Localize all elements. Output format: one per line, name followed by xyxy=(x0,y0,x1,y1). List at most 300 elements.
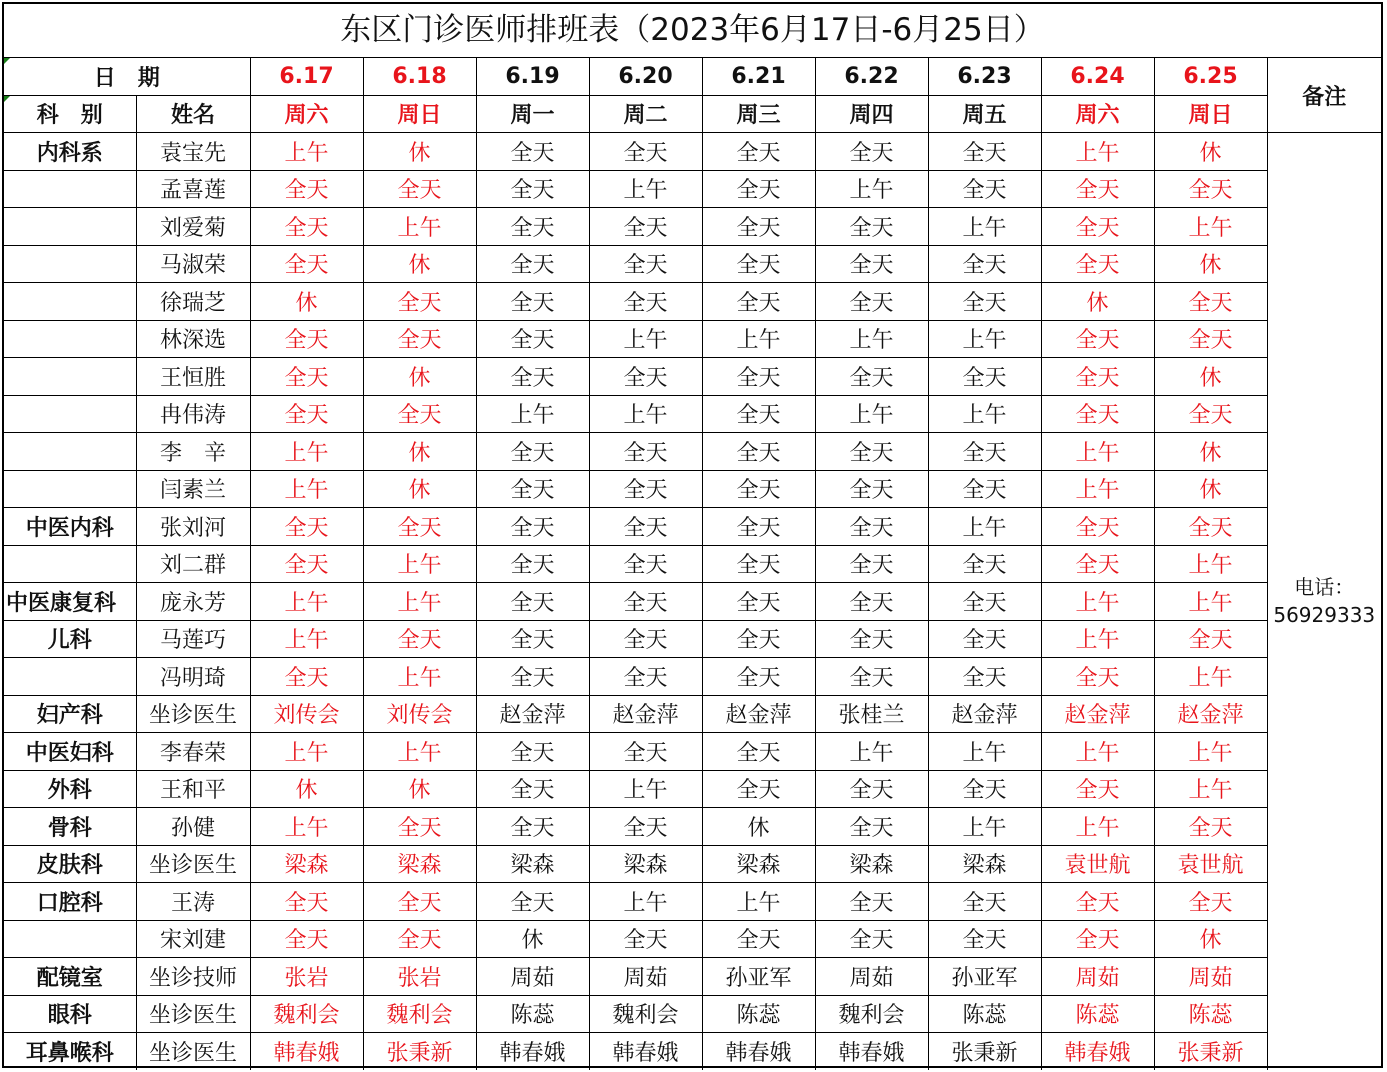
doctor-name: 庞永芳 xyxy=(136,583,250,621)
shift-cell: 全天 xyxy=(1154,883,1267,921)
doctor-name: 刘爱菊 xyxy=(136,208,250,246)
weekday-header: 周六 xyxy=(250,95,363,133)
shift-cell: 上午 xyxy=(928,808,1041,846)
shift-cell: 全天 xyxy=(928,245,1041,283)
shift-cell: 全天 xyxy=(363,170,476,208)
date-header: 6.21 xyxy=(702,58,815,95)
schedule-table xyxy=(4,58,1381,1070)
shift-cell: 上午 xyxy=(250,583,363,621)
doctor-name: 宋刘建 xyxy=(136,920,250,958)
shift-cell: 全天 xyxy=(476,320,589,358)
doctor-name: 马莲巧 xyxy=(136,620,250,658)
table-row xyxy=(4,133,1381,171)
shift-cell: 全天 xyxy=(589,245,702,283)
dept-cell: 内科系 xyxy=(4,133,136,171)
shift-cell: 全天 xyxy=(476,620,589,658)
shift-cell: 上午 xyxy=(928,320,1041,358)
date-header: 6.19 xyxy=(476,58,589,95)
shift-cell: 上午 xyxy=(1041,733,1154,771)
table-row xyxy=(4,770,1381,808)
shift-cell: 魏利会 xyxy=(589,995,702,1033)
shift-cell: 赵金萍 xyxy=(928,695,1041,733)
shift-cell: 上午 xyxy=(1154,545,1267,583)
dept-cell: 配镜室 xyxy=(4,958,136,996)
dept-cell xyxy=(4,433,136,471)
shift-cell: 全天 xyxy=(928,883,1041,921)
dept-cell: 中医妇科 xyxy=(4,733,136,771)
shift-cell: 全天 xyxy=(1041,545,1154,583)
doctor-name: 坐诊医生 xyxy=(136,845,250,883)
shift-cell: 全天 xyxy=(476,733,589,771)
shift-cell: 韩春娥 xyxy=(702,1033,815,1070)
dept-cell xyxy=(4,208,136,246)
shift-cell: 全天 xyxy=(815,545,928,583)
shift-cell: 全天 xyxy=(476,583,589,621)
dept-cell: 儿科 xyxy=(4,620,136,658)
shift-cell: 全天 xyxy=(250,920,363,958)
dept-cell: 耳鼻喉科 xyxy=(4,1033,136,1070)
shift-cell: 上午 xyxy=(363,208,476,246)
dept-label: 科 别 xyxy=(4,95,136,133)
shift-cell: 全天 xyxy=(702,470,815,508)
shift-cell: 全天 xyxy=(589,208,702,246)
table-row xyxy=(4,1033,1381,1070)
shift-cell: 全天 xyxy=(815,620,928,658)
shift-cell: 全天 xyxy=(815,433,928,471)
doctor-name: 王涛 xyxy=(136,883,250,921)
shift-cell: 全天 xyxy=(363,808,476,846)
shift-cell: 全天 xyxy=(363,320,476,358)
shift-cell: 全天 xyxy=(363,395,476,433)
shift-cell: 上午 xyxy=(1154,583,1267,621)
table-row xyxy=(4,395,1381,433)
shift-cell: 休 xyxy=(1154,245,1267,283)
doctor-name: 刘二群 xyxy=(136,545,250,583)
shift-cell: 周茹 xyxy=(815,958,928,996)
shift-cell: 全天 xyxy=(815,658,928,696)
shift-cell: 休 xyxy=(363,358,476,396)
doctor-name: 李春荣 xyxy=(136,733,250,771)
shift-cell: 全天 xyxy=(702,920,815,958)
shift-cell: 陈蕊 xyxy=(702,995,815,1033)
shift-cell: 上午 xyxy=(1154,658,1267,696)
date-header: 6.20 xyxy=(589,58,702,95)
shift-cell: 全天 xyxy=(589,133,702,171)
shift-cell: 梁森 xyxy=(702,845,815,883)
weekday-header: 周日 xyxy=(363,95,476,133)
shift-cell: 全天 xyxy=(476,245,589,283)
shift-cell: 全天 xyxy=(1154,808,1267,846)
shift-cell: 全天 xyxy=(589,658,702,696)
shift-cell: 赵金萍 xyxy=(1154,695,1267,733)
shift-cell: 全天 xyxy=(702,433,815,471)
shift-cell: 全天 xyxy=(1041,658,1154,696)
table-row xyxy=(4,470,1381,508)
dept-cell: 外科 xyxy=(4,770,136,808)
shift-cell: 全天 xyxy=(476,133,589,171)
name-label: 姓名 xyxy=(136,95,250,133)
shift-cell: 全天 xyxy=(1041,508,1154,546)
shift-cell: 全天 xyxy=(815,508,928,546)
shift-cell: 全天 xyxy=(1154,170,1267,208)
shift-cell: 全天 xyxy=(589,358,702,396)
doctor-name: 孟喜莲 xyxy=(136,170,250,208)
doctor-name: 孙健 xyxy=(136,808,250,846)
shift-cell: 上午 xyxy=(1041,808,1154,846)
shift-cell: 上午 xyxy=(250,470,363,508)
shift-cell: 全天 xyxy=(476,358,589,396)
doctor-name: 袁宝先 xyxy=(136,133,250,171)
shift-cell: 全天 xyxy=(1041,245,1154,283)
shift-cell: 上午 xyxy=(250,620,363,658)
shift-cell: 全天 xyxy=(250,508,363,546)
shift-cell: 全天 xyxy=(1154,320,1267,358)
dept-cell xyxy=(4,320,136,358)
shift-cell: 全天 xyxy=(702,358,815,396)
shift-cell: 孙亚军 xyxy=(702,958,815,996)
shift-cell: 上午 xyxy=(250,733,363,771)
doctor-name: 坐诊医生 xyxy=(136,1033,250,1070)
shift-cell: 韩春娥 xyxy=(476,1033,589,1070)
shift-cell: 休 xyxy=(250,770,363,808)
shift-cell: 全天 xyxy=(363,883,476,921)
shift-cell: 上午 xyxy=(1041,470,1154,508)
shift-cell: 韩春娥 xyxy=(815,1033,928,1070)
header-row-dates xyxy=(4,58,1381,95)
shift-cell: 全天 xyxy=(702,133,815,171)
dept-cell xyxy=(4,170,136,208)
shift-cell: 全天 xyxy=(815,208,928,246)
shift-cell: 上午 xyxy=(363,545,476,583)
shift-cell: 全天 xyxy=(928,583,1041,621)
shift-cell: 全天 xyxy=(1154,620,1267,658)
shift-cell: 梁森 xyxy=(928,845,1041,883)
dept-cell: 中医内科 xyxy=(4,508,136,546)
shift-cell: 上午 xyxy=(1154,208,1267,246)
shift-cell: 全天 xyxy=(928,658,1041,696)
shift-cell: 韩春娥 xyxy=(1041,1033,1154,1070)
doctor-name: 王恒胜 xyxy=(136,358,250,396)
shift-cell: 上午 xyxy=(363,658,476,696)
shift-cell: 休 xyxy=(363,770,476,808)
table-row xyxy=(4,358,1381,396)
shift-cell: 全天 xyxy=(815,883,928,921)
shift-cell: 全天 xyxy=(1041,358,1154,396)
dept-cell xyxy=(4,358,136,396)
shift-cell: 上午 xyxy=(702,320,815,358)
date-label: 日 期 xyxy=(4,58,250,95)
shift-cell: 全天 xyxy=(702,170,815,208)
doctor-name: 张刘河 xyxy=(136,508,250,546)
shift-cell: 全天 xyxy=(1041,883,1154,921)
shift-cell: 全天 xyxy=(702,545,815,583)
shift-cell: 全天 xyxy=(1041,320,1154,358)
dept-cell: 眼科 xyxy=(4,995,136,1033)
doctor-name: 徐瑞芝 xyxy=(136,283,250,321)
shift-cell: 上午 xyxy=(1041,133,1154,171)
date-header: 6.22 xyxy=(815,58,928,95)
dept-cell: 骨科 xyxy=(4,808,136,846)
shift-cell: 全天 xyxy=(702,620,815,658)
shift-cell: 全天 xyxy=(476,508,589,546)
shift-cell: 全天 xyxy=(815,583,928,621)
shift-cell: 全天 xyxy=(1154,395,1267,433)
shift-cell: 全天 xyxy=(1154,283,1267,321)
shift-cell: 休 xyxy=(1154,433,1267,471)
shift-cell: 全天 xyxy=(702,658,815,696)
shift-cell: 赵金萍 xyxy=(476,695,589,733)
shift-cell: 刘传会 xyxy=(250,695,363,733)
weekday-header: 周六 xyxy=(1041,95,1154,133)
shift-cell: 周茹 xyxy=(1041,958,1154,996)
shift-cell: 上午 xyxy=(928,208,1041,246)
shift-cell: 上午 xyxy=(702,883,815,921)
shift-cell: 魏利会 xyxy=(363,995,476,1033)
shift-cell: 上午 xyxy=(589,770,702,808)
shift-cell: 全天 xyxy=(1154,508,1267,546)
shift-cell: 上午 xyxy=(1041,583,1154,621)
dept-cell xyxy=(4,283,136,321)
date-header: 6.24 xyxy=(1041,58,1154,95)
shift-cell: 袁世航 xyxy=(1041,845,1154,883)
weekday-header: 周一 xyxy=(476,95,589,133)
shift-cell: 全天 xyxy=(363,283,476,321)
shift-cell: 全天 xyxy=(815,245,928,283)
shift-cell: 全天 xyxy=(250,245,363,283)
doctor-name: 闫素兰 xyxy=(136,470,250,508)
doctor-name: 林深选 xyxy=(136,320,250,358)
shift-cell: 周茹 xyxy=(589,958,702,996)
shift-cell: 休 xyxy=(702,808,815,846)
doctor-name: 坐诊技师 xyxy=(136,958,250,996)
note-label: 备注 xyxy=(1267,58,1381,133)
dept-cell: 妇产科 xyxy=(4,695,136,733)
shift-cell: 全天 xyxy=(928,170,1041,208)
shift-cell: 全天 xyxy=(702,770,815,808)
shift-cell: 上午 xyxy=(1041,620,1154,658)
shift-cell: 陈蕊 xyxy=(928,995,1041,1033)
shift-cell: 全天 xyxy=(815,470,928,508)
shift-cell: 休 xyxy=(363,133,476,171)
weekday-header: 周五 xyxy=(928,95,1041,133)
dept-cell xyxy=(4,395,136,433)
shift-cell: 休 xyxy=(1154,920,1267,958)
shift-cell: 魏利会 xyxy=(815,995,928,1033)
dept-cell: 皮肤科 xyxy=(4,845,136,883)
table-row xyxy=(4,545,1381,583)
shift-cell: 休 xyxy=(1154,358,1267,396)
shift-cell: 全天 xyxy=(702,245,815,283)
table-row xyxy=(4,695,1381,733)
shift-cell: 全天 xyxy=(250,545,363,583)
shift-cell: 上午 xyxy=(1154,770,1267,808)
shift-cell: 全天 xyxy=(476,545,589,583)
dept-cell xyxy=(4,245,136,283)
shift-cell: 魏利会 xyxy=(250,995,363,1033)
shift-cell: 全天 xyxy=(589,733,702,771)
table-row xyxy=(4,620,1381,658)
shift-cell: 张秉新 xyxy=(1154,1033,1267,1070)
shift-cell: 上午 xyxy=(815,170,928,208)
shift-cell: 周茹 xyxy=(1154,958,1267,996)
shift-cell: 上午 xyxy=(250,133,363,171)
shift-cell: 全天 xyxy=(1041,170,1154,208)
table-row xyxy=(4,958,1381,996)
shift-cell: 全天 xyxy=(928,770,1041,808)
date-header: 6.18 xyxy=(363,58,476,95)
note-phone: 电话：56929333 xyxy=(1267,133,1381,1070)
shift-cell: 全天 xyxy=(250,170,363,208)
weekday-header: 周三 xyxy=(702,95,815,133)
shift-cell: 全天 xyxy=(815,920,928,958)
shift-cell: 上午 xyxy=(1041,433,1154,471)
shift-cell: 全天 xyxy=(928,358,1041,396)
table-row xyxy=(4,845,1381,883)
shift-cell: 全天 xyxy=(476,808,589,846)
shift-cell: 全天 xyxy=(702,583,815,621)
shift-cell: 张秉新 xyxy=(363,1033,476,1070)
table-row xyxy=(4,283,1381,321)
shift-cell: 全天 xyxy=(928,470,1041,508)
shift-cell: 全天 xyxy=(815,358,928,396)
doctor-name: 坐诊医生 xyxy=(136,695,250,733)
shift-cell: 全天 xyxy=(928,133,1041,171)
doctor-name: 马淑荣 xyxy=(136,245,250,283)
shift-cell: 全天 xyxy=(476,770,589,808)
shift-cell: 全天 xyxy=(928,283,1041,321)
shift-cell: 休 xyxy=(1041,283,1154,321)
shift-cell: 全天 xyxy=(589,808,702,846)
table-row xyxy=(4,208,1381,246)
shift-cell: 上午 xyxy=(363,733,476,771)
table-row xyxy=(4,433,1381,471)
shift-cell: 全天 xyxy=(702,208,815,246)
shift-cell: 全天 xyxy=(928,545,1041,583)
shift-cell: 上午 xyxy=(250,808,363,846)
shift-cell: 全天 xyxy=(476,170,589,208)
shift-cell: 全天 xyxy=(250,883,363,921)
shift-cell: 全天 xyxy=(363,508,476,546)
shift-cell: 梁森 xyxy=(815,845,928,883)
table-row xyxy=(4,995,1381,1033)
table-row xyxy=(4,583,1381,621)
shift-cell: 梁森 xyxy=(476,845,589,883)
date-header: 6.23 xyxy=(928,58,1041,95)
schedule-sheet xyxy=(2,2,1383,1068)
shift-cell: 上午 xyxy=(1154,733,1267,771)
shift-cell: 全天 xyxy=(476,658,589,696)
dept-cell xyxy=(4,658,136,696)
shift-cell: 全天 xyxy=(589,545,702,583)
shift-cell: 上午 xyxy=(815,733,928,771)
shift-cell: 休 xyxy=(476,920,589,958)
shift-cell: 全天 xyxy=(928,620,1041,658)
shift-cell: 梁森 xyxy=(250,845,363,883)
shift-cell: 全天 xyxy=(250,208,363,246)
shift-cell: 张秉新 xyxy=(928,1033,1041,1070)
table-row xyxy=(4,920,1381,958)
shift-cell: 休 xyxy=(363,245,476,283)
table-row xyxy=(4,883,1381,921)
shift-cell: 全天 xyxy=(589,620,702,658)
shift-cell: 全天 xyxy=(476,883,589,921)
doctor-name: 王和平 xyxy=(136,770,250,808)
shift-cell: 全天 xyxy=(815,808,928,846)
shift-cell: 张桂兰 xyxy=(815,695,928,733)
shift-cell: 全天 xyxy=(1041,920,1154,958)
shift-cell: 全天 xyxy=(476,433,589,471)
shift-cell: 上午 xyxy=(589,883,702,921)
shift-cell: 全天 xyxy=(589,433,702,471)
shift-cell: 上午 xyxy=(589,170,702,208)
header-row-weekdays xyxy=(4,95,1381,133)
shift-cell: 全天 xyxy=(815,133,928,171)
shift-cell: 上午 xyxy=(363,583,476,621)
shift-cell: 全天 xyxy=(250,358,363,396)
shift-cell: 上午 xyxy=(928,395,1041,433)
shift-cell: 刘传会 xyxy=(363,695,476,733)
table-row xyxy=(4,808,1381,846)
shift-cell: 上午 xyxy=(250,433,363,471)
doctor-name: 冉伟涛 xyxy=(136,395,250,433)
shift-cell: 梁森 xyxy=(363,845,476,883)
shift-cell: 张岩 xyxy=(250,958,363,996)
weekday-header: 周日 xyxy=(1154,95,1267,133)
table-row xyxy=(4,320,1381,358)
shift-cell: 全天 xyxy=(928,433,1041,471)
shift-cell: 休 xyxy=(250,283,363,321)
shift-cell: 张岩 xyxy=(363,958,476,996)
shift-cell: 全天 xyxy=(1041,208,1154,246)
shift-cell: 全天 xyxy=(476,208,589,246)
dept-cell xyxy=(4,920,136,958)
shift-cell: 赵金萍 xyxy=(702,695,815,733)
shift-cell: 全天 xyxy=(476,283,589,321)
shift-cell: 全天 xyxy=(702,508,815,546)
shift-cell: 全天 xyxy=(1041,395,1154,433)
shift-cell: 上午 xyxy=(928,508,1041,546)
shift-cell: 全天 xyxy=(815,770,928,808)
shift-cell: 全天 xyxy=(589,508,702,546)
shift-cell: 赵金萍 xyxy=(1041,695,1154,733)
shift-cell: 上午 xyxy=(589,320,702,358)
shift-cell: 赵金萍 xyxy=(589,695,702,733)
shift-cell: 休 xyxy=(363,470,476,508)
shift-cell: 全天 xyxy=(589,920,702,958)
shift-cell: 梁森 xyxy=(589,845,702,883)
doctor-name: 坐诊医生 xyxy=(136,995,250,1033)
doctor-name: 李 辛 xyxy=(136,433,250,471)
shift-cell: 全天 xyxy=(250,320,363,358)
shift-cell: 全天 xyxy=(363,620,476,658)
shift-cell: 全天 xyxy=(363,920,476,958)
shift-cell: 周茹 xyxy=(476,958,589,996)
dept-cell: 中医康复科 xyxy=(4,583,136,621)
shift-cell: 上午 xyxy=(815,320,928,358)
shift-cell: 孙亚军 xyxy=(928,958,1041,996)
shift-cell: 全天 xyxy=(928,920,1041,958)
shift-cell: 全天 xyxy=(476,470,589,508)
weekday-header: 周二 xyxy=(589,95,702,133)
date-header: 6.25 xyxy=(1154,58,1267,95)
page-title: 东区门诊医师排班表（2023年6月17日-6月25日） xyxy=(4,4,1381,58)
shift-cell: 陈蕊 xyxy=(1041,995,1154,1033)
shift-cell: 全天 xyxy=(250,395,363,433)
shift-cell: 上午 xyxy=(589,395,702,433)
shift-cell: 休 xyxy=(1154,133,1267,171)
shift-cell: 全天 xyxy=(702,733,815,771)
table-row xyxy=(4,245,1381,283)
